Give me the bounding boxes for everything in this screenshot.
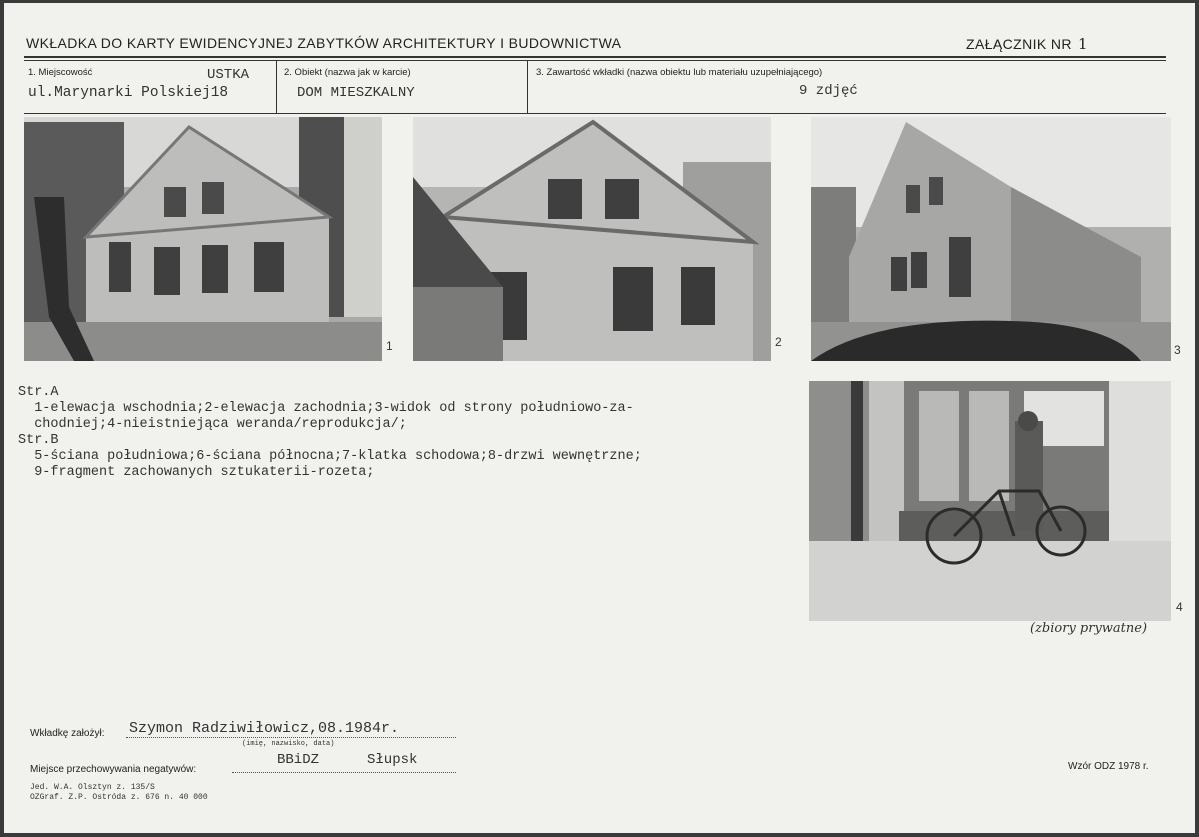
- locality-label: 1. Miejscowość: [28, 67, 93, 78]
- photo4-note: (zbiory prywatne): [1030, 621, 1148, 636]
- photo-west-elevation: [413, 117, 771, 361]
- desc-line: 1-elewacja wschodnia;2-elewacja zachodnia;3-widok od strony południowo-za-: [18, 401, 634, 416]
- photo-east-elevation: [24, 117, 382, 361]
- desc-line: chodniej;4-nieistniejąca weranda/reprodukcja/;: [18, 417, 407, 432]
- photo-number-3: 3: [1174, 343, 1181, 357]
- desc-line: 9-fragment zachowanych sztukaterii-rozeta;: [18, 465, 375, 480]
- field-divider-1: [276, 60, 277, 114]
- desc-line: 5-ściana południowa;6-ściana północna;7-klatka schodowa;8-drzwi wewnętrzne;: [18, 449, 642, 464]
- header-rule: [24, 56, 1166, 58]
- form-title: WKŁADKA DO KARTY EWIDENCYJNEJ ZABYTKÓW ARCHITEKTURY I BUDOWNICTWA: [26, 35, 622, 51]
- form-model-label: Wzór ODZ 1978 r.: [1068, 761, 1149, 772]
- photo-southwest-view: [811, 117, 1171, 361]
- desc-section-b: Str.B: [18, 433, 59, 448]
- print-info-1: Jed. W.A. Olsztyn z. 135/S: [30, 783, 155, 792]
- storage-value-1: BBiDZ: [277, 752, 320, 768]
- photo-veranda-reproduction: [809, 381, 1171, 621]
- object-value: DOM MIESZKALNY: [297, 85, 415, 101]
- photo-number-1: 1: [386, 339, 393, 353]
- author-label: Wkładkę założył:: [30, 728, 105, 739]
- object-label: 2. Obiekt (nazwa jak w karcie): [284, 67, 411, 78]
- content-value: 9 zdjęć: [799, 83, 858, 99]
- storage-label: Miejsce przechowywania negatywów:: [30, 764, 197, 775]
- storage-line: [232, 772, 456, 773]
- locality-value: USTKA: [207, 67, 250, 83]
- print-info-2: OZGraf. Z.P. Ostróda z. 676 n. 40 000: [30, 793, 208, 802]
- storage-value-2: Słupsk: [367, 752, 418, 768]
- attachment-label: [966, 35, 1088, 53]
- desc-section-a: Str.A: [18, 385, 59, 400]
- author-hint: (imię, nazwisko, data): [242, 740, 335, 748]
- attachment-number: 1: [1077, 35, 1088, 53]
- photo-number-4: 4: [1176, 600, 1183, 614]
- record-sheet: [4, 3, 1195, 833]
- author-line: [126, 737, 456, 738]
- photo-descriptions: [18, 385, 642, 481]
- photo-number-2: 2: [775, 335, 782, 349]
- content-label: 3. Zawartość wkładki (nazwa obiektu lub materiału uzupełniającego): [536, 67, 823, 78]
- fields-bottom-rule: [24, 113, 1166, 114]
- header-rule-thin: [24, 60, 1166, 61]
- attachment-label-text: ZAŁĄCZNIK NR: [966, 36, 1072, 52]
- author-value: Szymon Radziwiłowicz,08.1984r.: [129, 720, 400, 737]
- field-divider-2: [527, 60, 528, 114]
- address-value: ul.Marynarki Polskiej18: [28, 85, 229, 101]
